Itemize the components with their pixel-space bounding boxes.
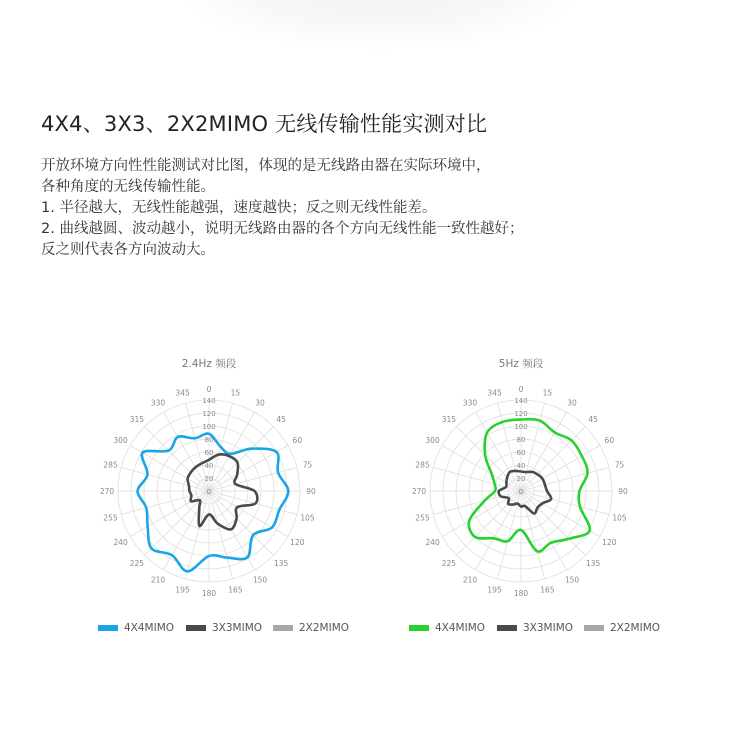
legend-swatch [497, 625, 517, 631]
radial-tick-label: 140 [514, 397, 528, 405]
radial-tick-label: 40 [516, 462, 526, 470]
legend-item [497, 622, 573, 634]
legend-label: 2X2MIMO [299, 622, 350, 634]
grid-spoke [521, 427, 585, 491]
angle-tick-label: 345 [487, 388, 502, 398]
radial-tick-label: 80 [204, 436, 214, 444]
legend-label: 4X4MIMO [124, 622, 175, 634]
angle-tick-label: 150 [252, 575, 268, 585]
legend-item [186, 622, 262, 634]
angle-tick-label: 75 [302, 460, 313, 470]
grid-spoke [121, 491, 209, 515]
description-line: 2. 曲线越圆、波动越小，说明无线路由器的各个方向无线性能一致性越好； [41, 221, 524, 237]
angle-tick-label: 255 [415, 513, 430, 523]
legend-swatch [584, 625, 604, 631]
angle-tick-label: 300 [113, 436, 128, 445]
radial-tick-label: 20 [516, 475, 526, 483]
angle-tick-label: 60 [292, 436, 303, 445]
angle-tick-label: 210 [150, 575, 166, 585]
angle-tick-label: 315 [441, 414, 457, 424]
angle-tick-label: 330 [150, 398, 166, 408]
description-line: 开放环境方向性性能测试对比图，体现的是无线路由器在实际环境中， [41, 158, 491, 174]
angle-tick-label: 15 [230, 388, 241, 398]
radar-chart-2g [84, 352, 334, 612]
description-line: 1. 半径越大，无线性能越强，速度越快；反之则无线性能差。 [41, 200, 437, 216]
angle-tick-label: 105 [300, 513, 315, 523]
description [41, 156, 711, 261]
angle-tick-label: 90 [306, 487, 316, 496]
angle-tick-label: 225 [129, 559, 145, 569]
grid-spoke [521, 491, 609, 515]
radar-svg [396, 352, 646, 612]
legend-label: 3X3MIMO [212, 622, 263, 634]
angle-tick-label: 240 [425, 538, 440, 547]
angle-tick-label: 90 [618, 487, 628, 496]
angle-tick-label: 75 [614, 460, 625, 470]
radial-tick-label: 60 [204, 449, 214, 457]
grid-spoke [121, 467, 209, 491]
angle-tick-label: 300 [425, 436, 440, 445]
angle-tick-label: 45 [588, 414, 598, 424]
angle-tick-label: 30 [567, 398, 577, 408]
angle-tick-label: 345 [175, 388, 190, 398]
legend-item [584, 622, 660, 634]
radial-tick-label: 120 [514, 410, 528, 418]
radial-tick-label: 100 [514, 423, 528, 431]
legend-item [409, 622, 485, 634]
angle-tick-label: 285 [103, 460, 118, 470]
radial-tick-label: 100 [202, 423, 216, 431]
radial-tick-label: 20 [204, 475, 214, 483]
angle-tick-label: 180 [513, 589, 529, 598]
angle-tick-label: 195 [175, 585, 190, 595]
radial-tick-label: 40 [204, 462, 214, 470]
angle-tick-label: 105 [612, 513, 627, 523]
chart-legend-5g [409, 622, 669, 638]
legend-item [98, 622, 174, 634]
angle-tick-label: 45 [276, 414, 286, 424]
legend-swatch [273, 625, 293, 631]
legend-swatch [409, 625, 429, 631]
grid-spoke [209, 491, 233, 579]
grid-spoke [457, 491, 521, 555]
series-3x3mimo-curve [188, 454, 258, 529]
angle-tick-label: 165 [540, 585, 555, 595]
angle-tick-label: 180 [201, 589, 217, 598]
chart-legend-2g [98, 622, 358, 638]
angle-tick-label: 330 [462, 398, 478, 408]
angle-tick-label: 120 [290, 538, 305, 547]
angle-tick-label: 210 [462, 575, 478, 585]
angle-tick-label: 135 [585, 559, 601, 569]
legend-label: 3X3MIMO [523, 622, 574, 634]
grid-spoke [209, 427, 273, 491]
angle-tick-label: 270 [99, 487, 115, 496]
description-line: 各种角度的无线传输性能。 [41, 179, 215, 195]
angle-tick-label: 225 [441, 559, 457, 569]
angle-tick-label: 15 [542, 388, 553, 398]
angle-tick-label: 165 [228, 585, 243, 595]
grid-spoke [521, 491, 585, 555]
legend-swatch [98, 625, 118, 631]
angle-tick-label: 315 [129, 414, 145, 424]
grid-spoke [209, 467, 297, 491]
top-glow [180, 0, 580, 50]
angle-tick-label: 30 [255, 398, 265, 408]
chart-title: 5Hz 频段 [498, 358, 544, 370]
angle-tick-label: 135 [273, 559, 289, 569]
angle-tick-label: 150 [564, 575, 580, 585]
angle-tick-label: 240 [113, 538, 128, 547]
description-line: 反之则代表各方向波动大。 [41, 242, 215, 258]
grid-spoke [457, 427, 521, 491]
angle-tick-label: 0 [206, 385, 212, 394]
angle-tick-label: 60 [604, 436, 615, 445]
page-title: 4X4、3X3、2X2MIMO 无线传输性能实测对比 [41, 112, 488, 136]
angle-tick-label: 255 [103, 513, 118, 523]
legend-item [273, 622, 349, 634]
radar-chart-5g [396, 352, 646, 612]
radial-tick-label: 0 [206, 488, 212, 496]
legend-label: 4X4MIMO [435, 622, 486, 634]
angle-tick-label: 285 [415, 460, 430, 470]
angle-tick-label: 270 [411, 487, 427, 496]
grid-spoke [521, 467, 609, 491]
radial-tick-label: 0 [518, 488, 524, 496]
radial-tick-label: 140 [202, 397, 216, 405]
radial-tick-label: 80 [516, 436, 526, 444]
angle-tick-label: 195 [487, 585, 502, 595]
radial-tick-label: 120 [202, 410, 216, 418]
chart-title: 2.4Hz 频段 [181, 358, 237, 370]
radial-tick-label: 60 [516, 449, 526, 457]
legend-swatch [186, 625, 206, 631]
angle-tick-label: 120 [602, 538, 617, 547]
legend-label: 2X2MIMO [610, 622, 661, 634]
angle-tick-label: 0 [518, 385, 524, 394]
radar-svg [84, 352, 334, 612]
